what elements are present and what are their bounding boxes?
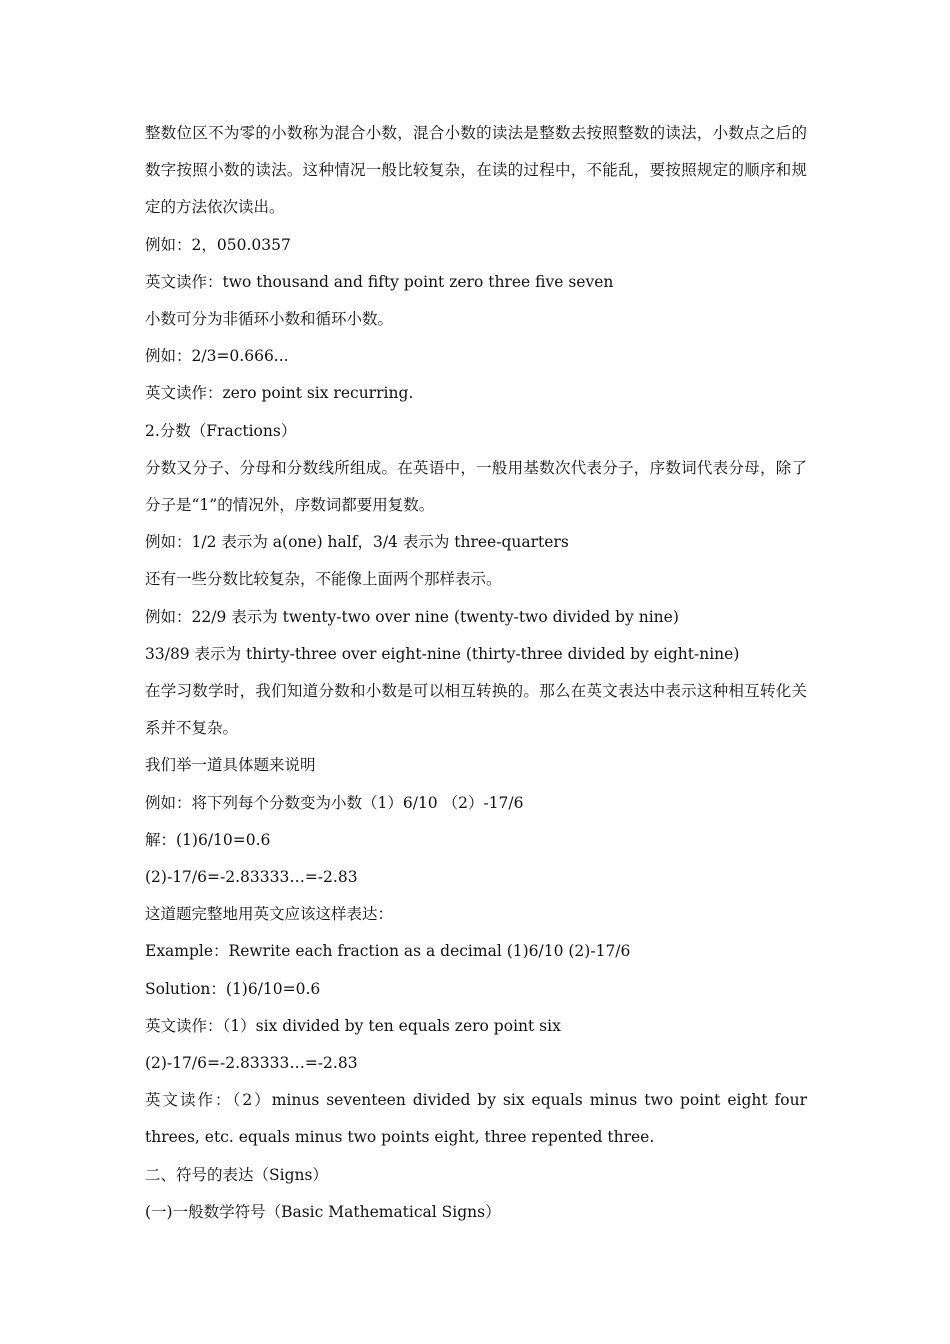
paragraph-complex-fractions-note: 还有一些分数比较复杂，不能像上面两个那样表示。 — [145, 570, 502, 589]
paragraph-solution-2: (2)-17/6=-2.83333…=-2.83 — [145, 868, 358, 887]
paragraph-english-example: Example：Rewrite each fraction as a decimal (1)6/10 (2)-17/6 — [145, 942, 631, 961]
paragraph-example-problem: 例如：将下列每个分数变为小数（1）6/10 （2）-17/6 — [145, 793, 524, 812]
document-body — [145, 115, 807, 1231]
paragraph-solution-1: 解：(1)6/10=0.6 — [145, 830, 271, 849]
paragraph-solution-2-repeat: (2)-17/6=-2.83333…=-2.83 — [145, 1054, 358, 1073]
paragraph-english-reading-2: 英文读作：（2）minus seventeen divided by six equals minus two point eight four threes, etc. equals minus two points eight, three repented three. — [145, 1091, 807, 1147]
paragraph-english-reading-1: 英文读作：（1）six divided by ten equals zero point six — [145, 1016, 561, 1035]
paragraph-concrete-example-intro: 我们举一道具体题来说明 — [145, 756, 316, 775]
paragraph-english-solution: Solution：(1)6/10=0.6 — [145, 979, 321, 998]
subsection-heading-basic-signs: (一)一般数学符号（Basic Mathematical Signs） — [145, 1202, 501, 1221]
section-heading-signs: 二、符号的表达（Signs） — [145, 1165, 328, 1184]
paragraph-example-33-89: 33/89 表示为 thirty-three over eight-nine (thirty-three divided by eight-nine) — [145, 644, 740, 663]
paragraph-decimal-types: 小数可分为非循环小数和循环小数。 — [145, 310, 394, 329]
paragraph-english-reading-mixed-decimal: 英文读作：two thousand and fifty point zero three five seven — [145, 272, 614, 291]
paragraph-example-22-9: 例如：22/9 表示为 twenty-two over nine (twenty-two divided by nine) — [145, 607, 679, 626]
paragraph-english-reading-recurring: 英文读作：zero point six recurring. — [145, 384, 414, 403]
paragraph-example-simple-fractions: 例如：1/2 表示为 a(one) half，3/4 表示为 three-quarters — [145, 533, 569, 552]
section-heading-fractions: 2.分数（Fractions） — [145, 421, 297, 440]
paragraph-mixed-decimal-intro: 整数位区不为零的小数称为混合小数，混合小数的读法是整数去按照整数的读法，小数点之后的数字按照小数的读法。这种情况一般比较复杂，在读的过程中，不能乱，要按照规定的顺序和规定的方法依次读出。 — [145, 124, 807, 217]
paragraph-fraction-decimal-conversion: 在学习数学时，我们知道分数和小数是可以相互转换的。那么在英文表达中表示这种相互转化关系并不复杂。 — [145, 682, 807, 738]
paragraph-fraction-definition: 分数又分子、分母和分数线所组成。在英语中，一般用基数次代表分子，序数词代表分母，除了分子是“1”的情况外，序数词都要用复数。 — [145, 458, 807, 515]
paragraph-example-recurring: 例如：2/3=0.666... — [145, 347, 289, 366]
paragraph-example-mixed-decimal: 例如：2，050.0357 — [145, 235, 291, 254]
paragraph-english-expression-intro: 这道题完整地用英文应该这样表达： — [145, 905, 394, 924]
